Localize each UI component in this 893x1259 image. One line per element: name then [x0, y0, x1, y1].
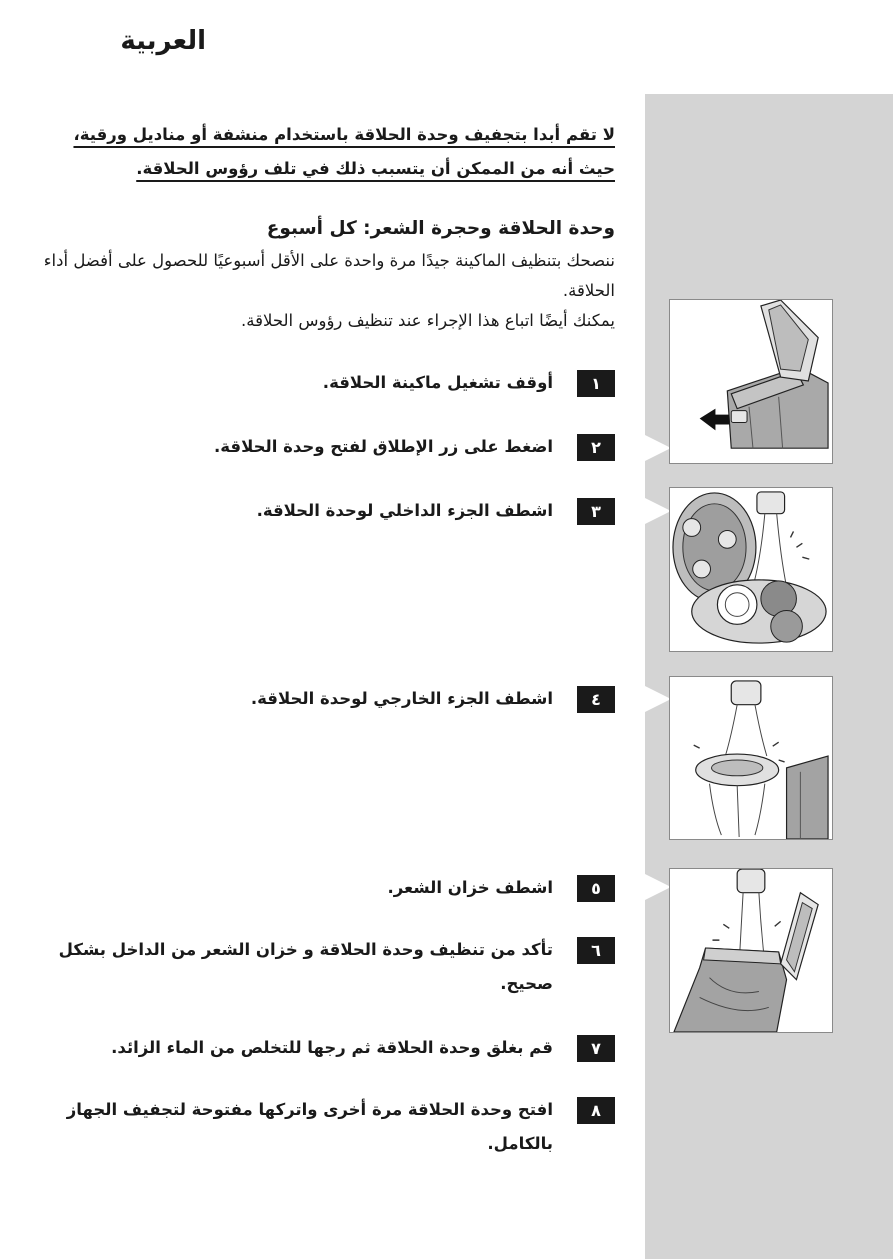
step-4	[40, 686, 615, 716]
step-text: افتح وحدة الحلاقة مرة أخرى واتركها مفتوحة لتجفيف الجهاز بالكامل.	[66, 1100, 553, 1153]
rinse-outside-shaving-unit-illustration	[669, 676, 833, 840]
step-1	[40, 370, 615, 400]
page-title: العربية	[120, 26, 206, 56]
pointer-triangle	[645, 874, 671, 900]
step-number-badge: ٥	[577, 875, 615, 902]
rinse-inside-shaving-unit-illustration	[669, 487, 833, 652]
section-paragraph-2: يمكنك أيضًا اتباع هذا الإجراء عند تنظيف رؤوس الحلاقة.	[241, 311, 615, 330]
rinse-hair-chamber-illustration	[669, 868, 833, 1033]
section-paragraph-1: ننصحك بتنظيف الماكينة جيدًا مرة واحدة على الأقل أسبوعيًا للحصول على أفضل أداء الحلاقة.	[43, 251, 615, 300]
step-6	[40, 937, 615, 1001]
release-button-press-icon	[670, 300, 832, 463]
step-text: اضغط على زر الإطلاق لفتح وحدة الحلاقة.	[214, 437, 553, 456]
step-text: تأكد من تنظيف وحدة الحلاقة و خزان الشعر من الداخل بشكل صحيح.	[58, 940, 553, 993]
step-number-badge: ١	[577, 370, 615, 397]
step-text: اشطف خزان الشعر.	[387, 878, 553, 897]
rinse-hair-chamber-icon	[670, 869, 832, 1032]
warning-note	[40, 118, 615, 186]
rinse-outside-icon	[670, 677, 832, 839]
step-text: اشطف الجزء الداخلي لوحدة الحلاقة.	[256, 501, 553, 520]
warning-line-1: لا تقم أبدا بتجفيف وحدة الحلاقة باستخدام منشفة أو مناديل ورقية،	[73, 125, 615, 144]
step-text: اشطف الجزء الخارجي لوحدة الحلاقة.	[250, 689, 553, 708]
step-7	[40, 1035, 615, 1065]
step-3	[40, 498, 615, 528]
step-number-badge: ٧	[577, 1035, 615, 1062]
rinse-inside-icon	[670, 488, 832, 651]
step-text: قم بغلق وحدة الحلاقة ثم رجها للتخلص من الماء الزائد.	[111, 1038, 553, 1057]
step-2	[40, 434, 615, 464]
section-heading: وحدة الحلاقة وحجرة الشعر: كل أسبوع	[266, 218, 615, 239]
pointer-triangle	[645, 686, 671, 712]
pointer-triangle	[645, 435, 671, 461]
section-body	[40, 246, 615, 336]
step-number-badge: ٨	[577, 1097, 615, 1124]
pointer-triangle	[645, 498, 671, 524]
warning-line-2: حيث أنه من الممكن أن يتسبب ذلك في تلف رؤوس الحلاقة.	[136, 159, 615, 178]
step-5	[40, 875, 615, 905]
step-number-badge: ٦	[577, 937, 615, 964]
step-number-badge: ٢	[577, 434, 615, 461]
step-text: أوقف تشغيل ماكينة الحلاقة.	[322, 373, 553, 392]
release-button-press-illustration	[669, 299, 833, 464]
step-number-badge: ٤	[577, 686, 615, 713]
step-8	[40, 1097, 615, 1161]
step-number-badge: ٣	[577, 498, 615, 525]
